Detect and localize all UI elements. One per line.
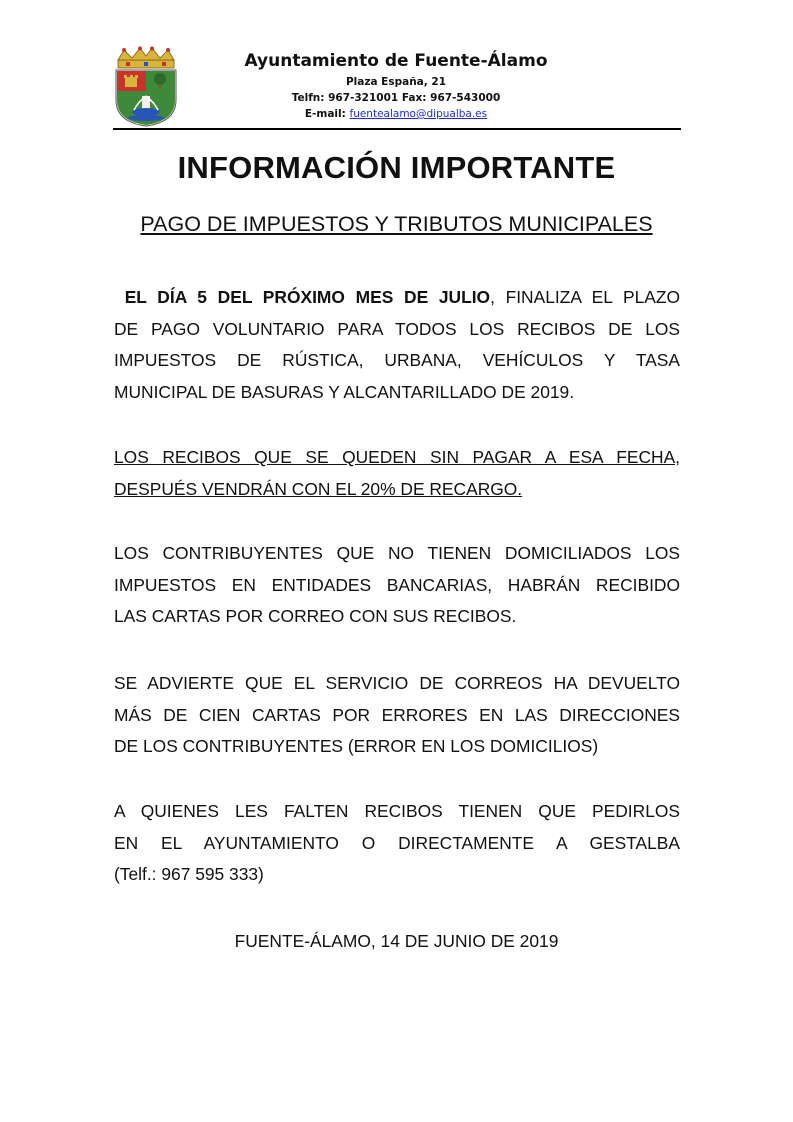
paragraph-line: IMPUESTOS DE RÚSTICA, URBANA, VEHÍCULOS Y TASA <box>114 350 680 370</box>
org-address: Plaza España, 21 <box>345 76 447 88</box>
page-title: INFORMACIÓN IMPORTANTE <box>177 150 616 185</box>
paragraph-line: IMPUESTOS EN ENTIDADES BANCARIAS, HABRÁN RECIBIDO <box>114 574 680 595</box>
paragraph-line: DE LOS CONTRIBUYENTES (ERROR EN LOS DOMICILIOS) <box>114 736 599 756</box>
paragraph-line: LOS CONTRIBUYENTES QUE NO TIENEN DOMICILIADOS LOS <box>114 543 680 563</box>
paragraph-line <box>114 282 680 314</box>
header-divider <box>113 128 681 130</box>
paragraph-surcharge <box>114 442 680 505</box>
org-phones: Telfn: 967-321001 Fax: 967-543000 <box>291 92 501 104</box>
org-name: Ayuntamiento de Fuente-Álamo <box>244 51 548 71</box>
paragraph-taxpayers <box>114 538 680 633</box>
paragraph-mail-warning <box>114 668 680 763</box>
paragraph-line: MUNICIPAL DE BASURAS Y ALCANTARILLADO DE 2019. <box>114 381 575 402</box>
paragraph-line: MÁS DE CIEN CARTAS POR ERRORES EN LAS DIRECCIONES <box>114 704 680 725</box>
paragraph-line: A QUIENES LES FALTEN RECIBOS TIENEN QUE PEDIRLOS <box>114 801 680 821</box>
org-email-line <box>200 106 592 122</box>
paragraph-line: (Telf.: 967 595 333) <box>114 864 264 884</box>
paragraph-line: SE ADVIERTE QUE EL SERVICIO DE CORREOS HA DEVUELTO <box>114 673 680 693</box>
signature-date: FUENTE-ÁLAMO, 14 DE JUNIO DE 2019 <box>234 931 559 951</box>
paragraph-line: DE PAGO VOLUNTARIO PARA TODOS LOS RECIBOS DE LOS <box>114 318 680 339</box>
email-link[interactable]: fuentealamo@dipualba.es <box>349 108 488 120</box>
crown-icon <box>118 47 174 69</box>
letterhead <box>200 48 592 122</box>
deadline-line-rest: , FINALIZA EL PLAZO <box>490 287 681 307</box>
page-subtitle: PAGO DE IMPUESTOS Y TRIBUTOS MUNICIPALES <box>140 212 653 236</box>
paragraph-missing-receipts <box>114 796 680 891</box>
email-label: E-mail: <box>304 108 346 120</box>
paragraph-line: LAS CARTAS POR CORREO CON SUS RECIBOS. <box>114 606 517 626</box>
paragraph-deadline <box>114 282 680 408</box>
paragraph-line: LOS RECIBOS QUE SE QUEDEN SIN PAGAR A ESA FECHA, <box>114 447 680 467</box>
paragraph-line: EN EL AYUNTAMIENTO O DIRECTAMENTE A GESTALBA <box>114 832 680 853</box>
paragraph-line: DESPUÉS VENDRÁN CON EL 20% DE RECARGO. <box>114 478 523 499</box>
shield-icon <box>116 70 176 126</box>
coat-of-arms-icon <box>104 46 188 128</box>
deadline-bold-text: EL DÍA 5 DEL PRÓXIMO MES DE JULIO <box>124 287 491 307</box>
